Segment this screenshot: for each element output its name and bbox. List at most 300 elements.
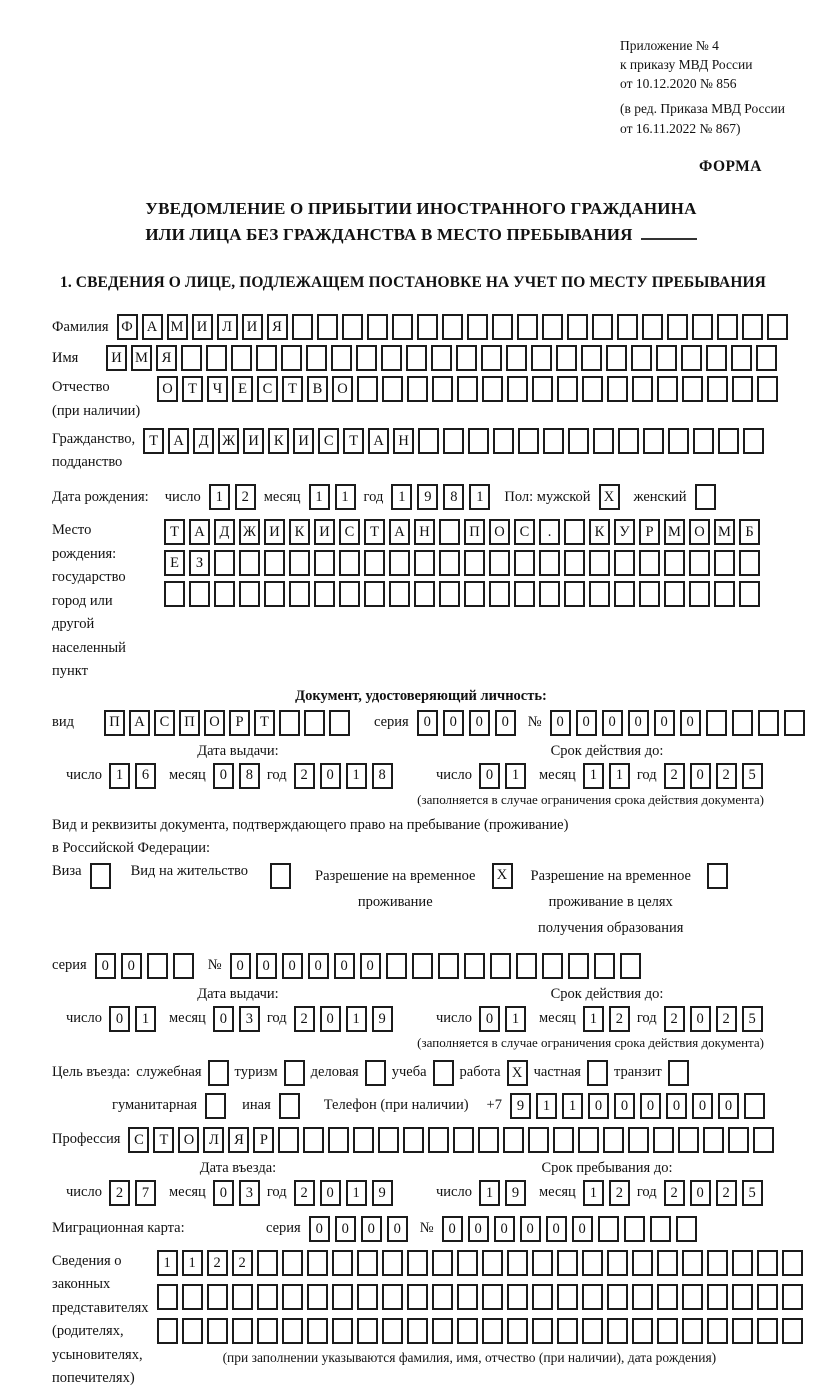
form-cell[interactable] bbox=[707, 1250, 728, 1276]
form-cell[interactable]: 0 bbox=[614, 1093, 635, 1119]
form-cell[interactable]: 3 bbox=[239, 1006, 260, 1032]
form-cell[interactable] bbox=[506, 345, 527, 371]
form-cell[interactable]: 1 bbox=[209, 484, 230, 510]
form-cell[interactable]: Я bbox=[228, 1127, 249, 1153]
form-cell[interactable]: Ф bbox=[117, 314, 138, 340]
form-cell[interactable]: Т bbox=[143, 428, 164, 454]
form-cell[interactable]: 1 bbox=[479, 1180, 500, 1206]
form-cell[interactable] bbox=[742, 314, 763, 340]
form-cell[interactable]: 0 bbox=[213, 763, 234, 789]
form-cell[interactable]: О bbox=[332, 376, 353, 402]
form-cell[interactable] bbox=[682, 1284, 703, 1310]
form-cell[interactable] bbox=[528, 1127, 549, 1153]
form-cell[interactable]: 0 bbox=[320, 1006, 341, 1032]
form-cell[interactable] bbox=[707, 1284, 728, 1310]
form-cell[interactable] bbox=[406, 345, 427, 371]
form-cell[interactable]: 1 bbox=[562, 1093, 583, 1119]
form-cell[interactable] bbox=[431, 345, 452, 371]
form-cell[interactable] bbox=[664, 581, 685, 607]
form-cell[interactable] bbox=[457, 376, 478, 402]
form-cell[interactable] bbox=[681, 345, 702, 371]
form-cell[interactable] bbox=[364, 581, 385, 607]
form-cell[interactable] bbox=[428, 1127, 449, 1153]
form-cell[interactable] bbox=[257, 1318, 278, 1344]
form-cell[interactable]: 2 bbox=[609, 1180, 630, 1206]
form-cell[interactable]: И bbox=[314, 519, 335, 545]
form-cell[interactable]: С bbox=[514, 519, 535, 545]
form-cell[interactable]: 0 bbox=[494, 1216, 515, 1242]
form-cell[interactable] bbox=[557, 1284, 578, 1310]
form-cell[interactable]: 0 bbox=[690, 1006, 711, 1032]
form-cell[interactable]: Ч bbox=[207, 376, 228, 402]
form-cell[interactable]: 1 bbox=[583, 763, 604, 789]
form-cell[interactable]: 0 bbox=[576, 710, 597, 736]
form-cell[interactable] bbox=[264, 550, 285, 576]
form-cell[interactable] bbox=[331, 345, 352, 371]
form-cell[interactable] bbox=[356, 345, 377, 371]
form-cell[interactable] bbox=[282, 1250, 303, 1276]
form-cell[interactable]: 9 bbox=[417, 484, 438, 510]
form-cell[interactable] bbox=[507, 1284, 528, 1310]
form-cell[interactable] bbox=[532, 1318, 553, 1344]
form-cell[interactable] bbox=[632, 1284, 653, 1310]
form-cell[interactable]: 0 bbox=[602, 710, 623, 736]
form-cell[interactable]: 0 bbox=[121, 953, 142, 979]
form-cell[interactable] bbox=[407, 376, 428, 402]
form-cell[interactable] bbox=[432, 376, 453, 402]
form-cell[interactable] bbox=[692, 314, 713, 340]
form-cell[interactable]: 0 bbox=[479, 1006, 500, 1032]
form-cell[interactable]: И bbox=[243, 428, 264, 454]
form-cell[interactable] bbox=[744, 1093, 765, 1119]
form-cell[interactable]: 1 bbox=[346, 1006, 367, 1032]
form-cell[interactable]: 1 bbox=[346, 1180, 367, 1206]
form-cell[interactable]: 0 bbox=[469, 710, 490, 736]
form-cell[interactable]: 0 bbox=[479, 763, 500, 789]
form-cell[interactable]: 0 bbox=[442, 1216, 463, 1242]
form-cell[interactable] bbox=[468, 428, 489, 454]
form-cell[interactable] bbox=[353, 1127, 374, 1153]
form-cell[interactable]: 0 bbox=[572, 1216, 593, 1242]
form-cell[interactable] bbox=[257, 1250, 278, 1276]
form-cell[interactable]: 1 bbox=[583, 1006, 604, 1032]
form-cell[interactable]: Е bbox=[232, 376, 253, 402]
form-cell[interactable] bbox=[414, 581, 435, 607]
form-cell[interactable]: Я bbox=[267, 314, 288, 340]
form-cell[interactable] bbox=[507, 376, 528, 402]
form-cell[interactable] bbox=[306, 345, 327, 371]
form-cell[interactable] bbox=[703, 1127, 724, 1153]
form-cell[interactable] bbox=[489, 550, 510, 576]
form-cell[interactable]: К bbox=[289, 519, 310, 545]
form-cell[interactable] bbox=[482, 376, 503, 402]
form-cell[interactable] bbox=[439, 581, 460, 607]
form-cell[interactable] bbox=[668, 1060, 689, 1086]
form-cell[interactable] bbox=[689, 550, 710, 576]
form-cell[interactable] bbox=[407, 1284, 428, 1310]
form-cell[interactable] bbox=[632, 1318, 653, 1344]
form-cell[interactable]: 2 bbox=[664, 763, 685, 789]
form-cell[interactable] bbox=[464, 550, 485, 576]
form-cell[interactable]: А bbox=[168, 428, 189, 454]
form-cell[interactable] bbox=[514, 550, 535, 576]
form-cell[interactable] bbox=[614, 550, 635, 576]
form-cell[interactable] bbox=[457, 1250, 478, 1276]
form-cell[interactable] bbox=[606, 345, 627, 371]
form-cell[interactable] bbox=[464, 581, 485, 607]
form-cell[interactable] bbox=[589, 581, 610, 607]
form-cell[interactable] bbox=[147, 953, 168, 979]
form-cell[interactable] bbox=[357, 1284, 378, 1310]
form-cell[interactable] bbox=[264, 581, 285, 607]
form-cell[interactable]: 0 bbox=[335, 1216, 356, 1242]
form-cell[interactable] bbox=[578, 1127, 599, 1153]
form-cell[interactable]: 1 bbox=[157, 1250, 178, 1276]
form-cell[interactable]: Т bbox=[282, 376, 303, 402]
form-cell[interactable]: 0 bbox=[360, 953, 381, 979]
form-cell[interactable]: 2 bbox=[235, 484, 256, 510]
form-cell[interactable]: 0 bbox=[588, 1093, 609, 1119]
form-cell[interactable]: А bbox=[368, 428, 389, 454]
form-cell[interactable] bbox=[256, 345, 277, 371]
form-cell[interactable]: 2 bbox=[109, 1180, 130, 1206]
form-cell[interactable] bbox=[457, 1318, 478, 1344]
form-cell[interactable]: 1 bbox=[109, 763, 130, 789]
form-cell[interactable] bbox=[581, 345, 602, 371]
form-cell[interactable]: 1 bbox=[536, 1093, 557, 1119]
form-cell[interactable]: Р bbox=[229, 710, 250, 736]
form-cell[interactable]: Я bbox=[156, 345, 177, 371]
form-cell[interactable]: 7 bbox=[135, 1180, 156, 1206]
form-cell[interactable]: 0 bbox=[640, 1093, 661, 1119]
form-cell[interactable]: Т bbox=[182, 376, 203, 402]
form-cell[interactable] bbox=[453, 1127, 474, 1153]
form-cell[interactable]: С bbox=[318, 428, 339, 454]
form-cell[interactable] bbox=[507, 1250, 528, 1276]
form-cell[interactable] bbox=[239, 550, 260, 576]
form-cell[interactable] bbox=[757, 1284, 778, 1310]
form-cell[interactable]: И bbox=[242, 314, 263, 340]
form-cell[interactable]: 0 bbox=[213, 1180, 234, 1206]
form-cell[interactable] bbox=[739, 550, 760, 576]
form-cell[interactable] bbox=[718, 428, 739, 454]
form-cell[interactable] bbox=[732, 1250, 753, 1276]
form-cell[interactable]: 1 bbox=[309, 484, 330, 510]
form-cell[interactable]: 0 bbox=[666, 1093, 687, 1119]
form-cell[interactable] bbox=[639, 550, 660, 576]
form-cell[interactable] bbox=[282, 1284, 303, 1310]
form-cell[interactable] bbox=[582, 1318, 603, 1344]
form-cell[interactable] bbox=[407, 1250, 428, 1276]
form-cell[interactable] bbox=[739, 581, 760, 607]
form-cell[interactable] bbox=[731, 345, 752, 371]
form-cell[interactable] bbox=[782, 1284, 803, 1310]
form-cell[interactable] bbox=[206, 345, 227, 371]
form-cell[interactable] bbox=[594, 953, 615, 979]
form-cell[interactable]: А bbox=[389, 519, 410, 545]
form-cell[interactable] bbox=[667, 314, 688, 340]
form-cell[interactable] bbox=[281, 345, 302, 371]
form-cell[interactable] bbox=[232, 1318, 253, 1344]
form-cell[interactable]: 0 bbox=[361, 1216, 382, 1242]
form-cell[interactable]: И bbox=[192, 314, 213, 340]
form-cell[interactable] bbox=[557, 1250, 578, 1276]
form-cell[interactable] bbox=[304, 710, 325, 736]
form-cell[interactable] bbox=[624, 1216, 645, 1242]
form-cell[interactable]: К bbox=[268, 428, 289, 454]
form-cell[interactable] bbox=[732, 376, 753, 402]
form-cell[interactable] bbox=[650, 1216, 671, 1242]
form-cell[interactable]: С bbox=[154, 710, 175, 736]
form-cell[interactable] bbox=[403, 1127, 424, 1153]
form-cell[interactable] bbox=[532, 376, 553, 402]
form-cell[interactable]: 1 bbox=[609, 763, 630, 789]
form-cell[interactable]: Н bbox=[414, 519, 435, 545]
form-cell[interactable]: 0 bbox=[690, 763, 711, 789]
form-cell[interactable] bbox=[695, 484, 716, 510]
form-cell[interactable] bbox=[743, 428, 764, 454]
form-cell[interactable]: 0 bbox=[230, 953, 251, 979]
form-cell[interactable] bbox=[564, 519, 585, 545]
form-cell[interactable]: 0 bbox=[320, 763, 341, 789]
form-cell[interactable]: А bbox=[129, 710, 150, 736]
form-cell[interactable]: А bbox=[189, 519, 210, 545]
form-cell[interactable] bbox=[782, 1318, 803, 1344]
form-cell[interactable] bbox=[489, 581, 510, 607]
form-cell[interactable]: 0 bbox=[109, 1006, 130, 1032]
form-cell[interactable] bbox=[381, 345, 402, 371]
form-cell[interactable]: 1 bbox=[391, 484, 412, 510]
form-cell[interactable] bbox=[189, 581, 210, 607]
form-cell[interactable]: 0 bbox=[256, 953, 277, 979]
form-cell[interactable] bbox=[767, 314, 788, 340]
form-cell[interactable] bbox=[707, 863, 728, 889]
form-cell[interactable]: X bbox=[492, 863, 513, 889]
form-cell[interactable] bbox=[332, 1318, 353, 1344]
form-cell[interactable] bbox=[516, 953, 537, 979]
form-cell[interactable] bbox=[542, 953, 563, 979]
form-cell[interactable]: X bbox=[507, 1060, 528, 1086]
form-cell[interactable]: М bbox=[167, 314, 188, 340]
form-cell[interactable] bbox=[631, 345, 652, 371]
form-cell[interactable] bbox=[756, 345, 777, 371]
form-cell[interactable] bbox=[556, 345, 577, 371]
form-cell[interactable]: О bbox=[204, 710, 225, 736]
form-cell[interactable]: 0 bbox=[692, 1093, 713, 1119]
form-cell[interactable] bbox=[314, 581, 335, 607]
form-cell[interactable] bbox=[432, 1250, 453, 1276]
form-cell[interactable] bbox=[582, 1250, 603, 1276]
form-cell[interactable]: 8 bbox=[372, 763, 393, 789]
form-cell[interactable] bbox=[357, 376, 378, 402]
form-cell[interactable]: Ж bbox=[218, 428, 239, 454]
form-cell[interactable]: С bbox=[257, 376, 278, 402]
form-cell[interactable] bbox=[587, 1060, 608, 1086]
form-cell[interactable]: П bbox=[104, 710, 125, 736]
form-cell[interactable] bbox=[507, 1318, 528, 1344]
form-cell[interactable] bbox=[433, 1060, 454, 1086]
form-cell[interactable]: 1 bbox=[182, 1250, 203, 1276]
form-cell[interactable]: О bbox=[489, 519, 510, 545]
form-cell[interactable] bbox=[607, 1284, 628, 1310]
form-cell[interactable]: 0 bbox=[495, 710, 516, 736]
form-cell[interactable] bbox=[682, 376, 703, 402]
form-cell[interactable]: 5 bbox=[742, 763, 763, 789]
form-cell[interactable]: Т bbox=[164, 519, 185, 545]
form-cell[interactable] bbox=[657, 1250, 678, 1276]
form-cell[interactable] bbox=[657, 1284, 678, 1310]
form-cell[interactable] bbox=[482, 1250, 503, 1276]
form-cell[interactable] bbox=[307, 1250, 328, 1276]
form-cell[interactable] bbox=[284, 1060, 305, 1086]
form-cell[interactable]: 2 bbox=[207, 1250, 228, 1276]
form-cell[interactable] bbox=[432, 1318, 453, 1344]
form-cell[interactable]: 9 bbox=[372, 1006, 393, 1032]
form-cell[interactable] bbox=[386, 953, 407, 979]
form-cell[interactable] bbox=[542, 314, 563, 340]
form-cell[interactable]: М bbox=[664, 519, 685, 545]
form-cell[interactable] bbox=[328, 1127, 349, 1153]
form-cell[interactable]: Т bbox=[364, 519, 385, 545]
form-cell[interactable] bbox=[732, 710, 753, 736]
form-cell[interactable] bbox=[539, 550, 560, 576]
form-cell[interactable]: Ж bbox=[239, 519, 260, 545]
form-cell[interactable] bbox=[214, 581, 235, 607]
form-cell[interactable] bbox=[707, 376, 728, 402]
form-cell[interactable] bbox=[706, 345, 727, 371]
form-cell[interactable] bbox=[714, 550, 735, 576]
form-cell[interactable] bbox=[412, 953, 433, 979]
form-cell[interactable]: 2 bbox=[232, 1250, 253, 1276]
form-cell[interactable] bbox=[757, 1318, 778, 1344]
form-cell[interactable] bbox=[782, 1250, 803, 1276]
form-cell[interactable] bbox=[182, 1284, 203, 1310]
form-cell[interactable] bbox=[289, 581, 310, 607]
form-cell[interactable]: Т bbox=[343, 428, 364, 454]
form-cell[interactable] bbox=[314, 550, 335, 576]
form-cell[interactable] bbox=[457, 1284, 478, 1310]
form-cell[interactable] bbox=[478, 1127, 499, 1153]
form-cell[interactable] bbox=[307, 1318, 328, 1344]
form-cell[interactable] bbox=[514, 581, 535, 607]
form-cell[interactable] bbox=[732, 1318, 753, 1344]
form-cell[interactable] bbox=[279, 1093, 300, 1119]
form-cell[interactable] bbox=[417, 314, 438, 340]
form-cell[interactable] bbox=[382, 1318, 403, 1344]
form-cell[interactable] bbox=[618, 428, 639, 454]
form-cell[interactable] bbox=[678, 1127, 699, 1153]
form-cell[interactable] bbox=[568, 953, 589, 979]
form-cell[interactable]: 6 bbox=[135, 763, 156, 789]
form-cell[interactable] bbox=[564, 550, 585, 576]
form-cell[interactable] bbox=[564, 581, 585, 607]
form-cell[interactable] bbox=[593, 428, 614, 454]
form-cell[interactable] bbox=[643, 428, 664, 454]
form-cell[interactable]: С bbox=[128, 1127, 149, 1153]
form-cell[interactable] bbox=[392, 314, 413, 340]
form-cell[interactable] bbox=[231, 345, 252, 371]
form-cell[interactable]: П bbox=[464, 519, 485, 545]
form-cell[interactable] bbox=[532, 1250, 553, 1276]
form-cell[interactable]: 2 bbox=[294, 763, 315, 789]
form-cell[interactable]: 9 bbox=[505, 1180, 526, 1206]
form-cell[interactable] bbox=[617, 314, 638, 340]
form-cell[interactable]: 0 bbox=[308, 953, 329, 979]
form-cell[interactable]: 0 bbox=[387, 1216, 408, 1242]
form-cell[interactable] bbox=[481, 345, 502, 371]
form-cell[interactable] bbox=[389, 581, 410, 607]
form-cell[interactable] bbox=[365, 1060, 386, 1086]
form-cell[interactable]: 1 bbox=[135, 1006, 156, 1032]
form-cell[interactable]: 2 bbox=[664, 1006, 685, 1032]
form-cell[interactable] bbox=[232, 1284, 253, 1310]
form-cell[interactable] bbox=[492, 314, 513, 340]
form-cell[interactable]: Р bbox=[639, 519, 660, 545]
form-cell[interactable] bbox=[557, 1318, 578, 1344]
form-cell[interactable]: 2 bbox=[294, 1180, 315, 1206]
form-cell[interactable] bbox=[493, 428, 514, 454]
form-cell[interactable] bbox=[173, 953, 194, 979]
form-cell[interactable]: К bbox=[589, 519, 610, 545]
form-cell[interactable]: 0 bbox=[468, 1216, 489, 1242]
form-cell[interactable] bbox=[442, 314, 463, 340]
form-cell[interactable] bbox=[329, 710, 350, 736]
form-cell[interactable] bbox=[208, 1060, 229, 1086]
form-cell[interactable]: 0 bbox=[417, 710, 438, 736]
form-cell[interactable] bbox=[532, 1284, 553, 1310]
form-cell[interactable] bbox=[503, 1127, 524, 1153]
form-cell[interactable]: Е bbox=[164, 550, 185, 576]
form-cell[interactable] bbox=[639, 581, 660, 607]
form-cell[interactable] bbox=[332, 1284, 353, 1310]
form-cell[interactable] bbox=[753, 1127, 774, 1153]
form-cell[interactable]: 0 bbox=[320, 1180, 341, 1206]
form-cell[interactable]: О bbox=[689, 519, 710, 545]
form-cell[interactable] bbox=[490, 953, 511, 979]
form-cell[interactable] bbox=[707, 1318, 728, 1344]
form-cell[interactable] bbox=[357, 1318, 378, 1344]
form-cell[interactable] bbox=[164, 581, 185, 607]
form-cell[interactable]: 0 bbox=[213, 1006, 234, 1032]
form-cell[interactable] bbox=[303, 1127, 324, 1153]
form-cell[interactable]: 0 bbox=[95, 953, 116, 979]
form-cell[interactable] bbox=[592, 314, 613, 340]
form-cell[interactable]: 2 bbox=[609, 1006, 630, 1032]
form-cell[interactable]: Д bbox=[193, 428, 214, 454]
form-cell[interactable]: 1 bbox=[583, 1180, 604, 1206]
form-cell[interactable] bbox=[382, 376, 403, 402]
form-cell[interactable] bbox=[728, 1127, 749, 1153]
form-cell[interactable] bbox=[407, 1318, 428, 1344]
form-cell[interactable] bbox=[378, 1127, 399, 1153]
form-cell[interactable] bbox=[439, 519, 460, 545]
form-cell[interactable] bbox=[531, 345, 552, 371]
form-cell[interactable] bbox=[668, 428, 689, 454]
form-cell[interactable] bbox=[543, 428, 564, 454]
form-cell[interactable]: А bbox=[142, 314, 163, 340]
form-cell[interactable] bbox=[589, 550, 610, 576]
form-cell[interactable] bbox=[757, 1250, 778, 1276]
form-cell[interactable] bbox=[414, 550, 435, 576]
form-cell[interactable] bbox=[157, 1284, 178, 1310]
form-cell[interactable] bbox=[732, 1284, 753, 1310]
form-cell[interactable]: Д bbox=[214, 519, 235, 545]
form-cell[interactable]: 2 bbox=[664, 1180, 685, 1206]
form-cell[interactable] bbox=[282, 1318, 303, 1344]
form-cell[interactable]: 2 bbox=[716, 763, 737, 789]
form-cell[interactable]: 0 bbox=[520, 1216, 541, 1242]
form-cell[interactable]: 0 bbox=[550, 710, 571, 736]
